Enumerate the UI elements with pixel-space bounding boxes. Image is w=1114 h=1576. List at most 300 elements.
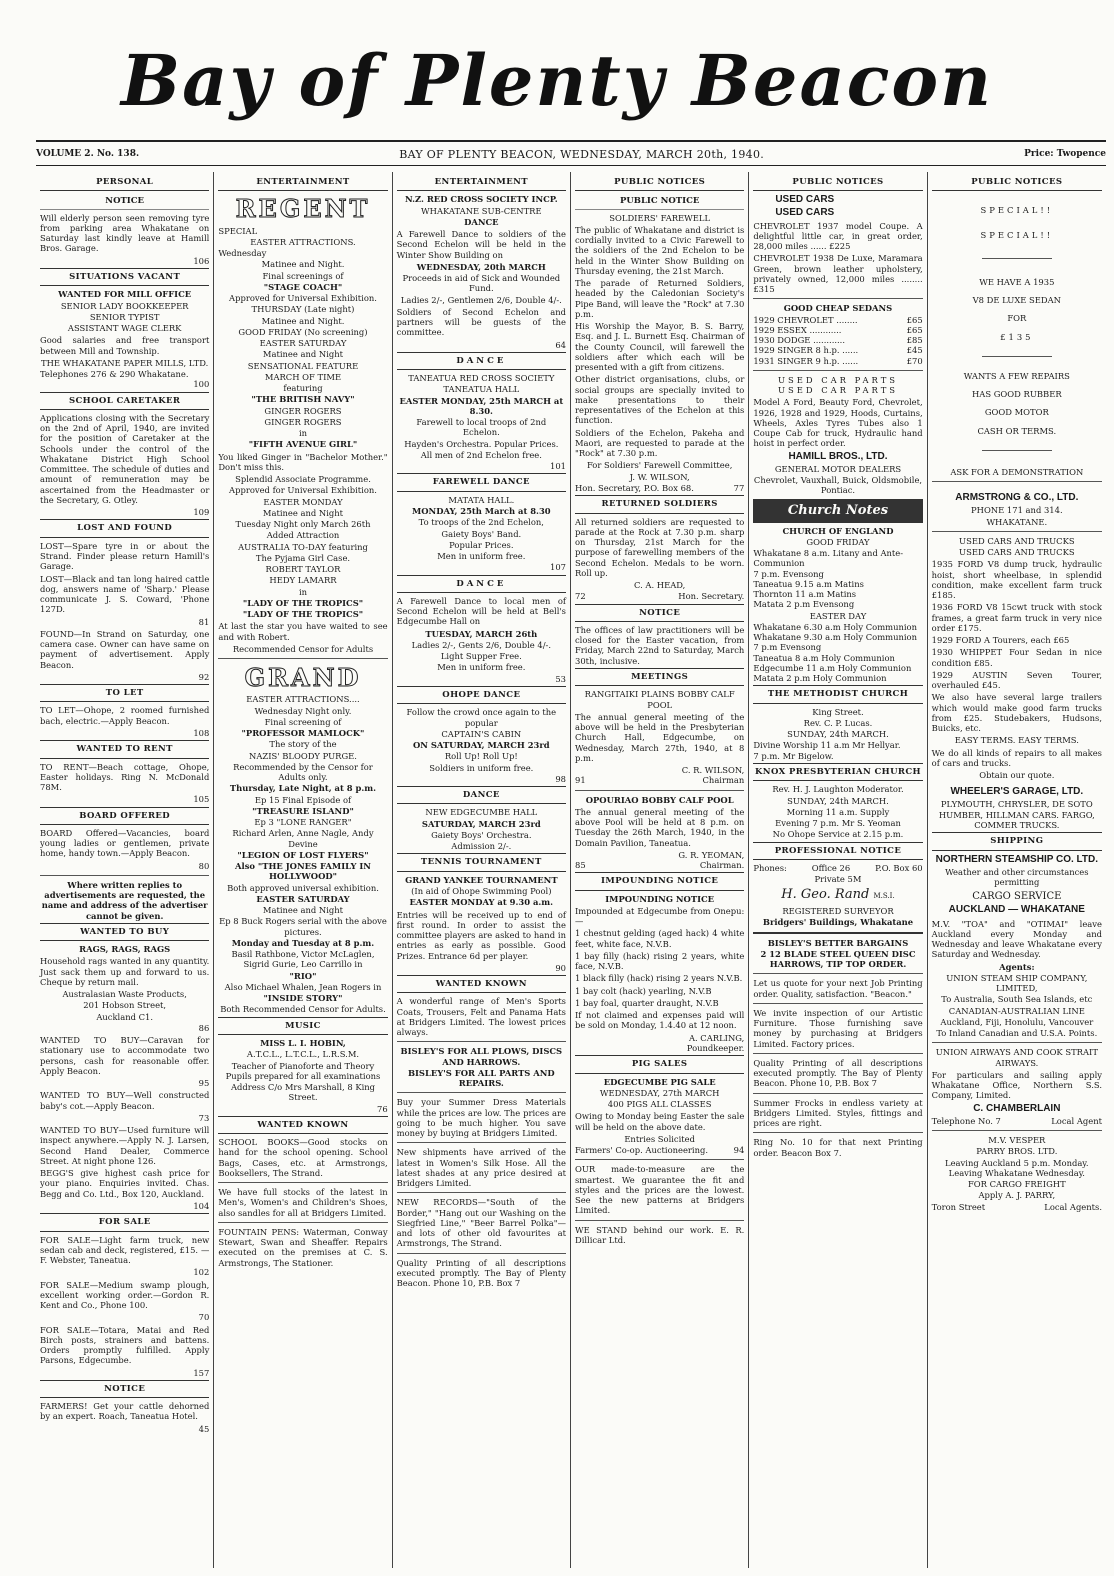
section-heading: PUBLIC NOTICES — [575, 174, 744, 191]
dance-title: DANCE — [464, 216, 499, 227]
service-item: Edgecumbe 11 a.m Holy Communion — [753, 662, 912, 673]
church-address: King Street. — [812, 706, 864, 717]
offer-line: V8 DE LUXE SEDAN — [972, 295, 1061, 306]
car-parts-text: Model A Ford, Beauty Ford, Chevrolet, 1926, 1928 and 1929, Hoods, Curtains, Wheels, Axles Tyres Tubes also 1 Coupe Cab for truck, Hydraulic hand hoist in perfect order. — [753, 397, 923, 449]
impound-text: Impounded at Edgecumbe from Onepu:— — [574, 905, 745, 927]
car-price-row — [753, 325, 922, 335]
lost-item: LOST—Spare tyre in or about the Strand. Finder please return Hamill's Garage. — [40, 540, 210, 572]
agent-row — [932, 1116, 1102, 1126]
farewell-text: His Worship the Mayor, B. S. Barry, Esq. and J. L. Burnett Esq. Chairman of the County Council, will farewell the soldiers after which each will be presented with a gift from citizens. — [574, 321, 745, 373]
volume-number: VOLUME 2. No. 138. — [36, 149, 140, 159]
pig-sale-date: WEDNESDAY, 27th MARCH — [599, 1087, 720, 1098]
ad-ref: 72 — [574, 591, 586, 602]
car-parts-heading: USED CAR PARTS — [777, 385, 899, 396]
dance-heading: DANCE — [397, 352, 566, 370]
printing-ad: Quality Printing of all descriptions executed promptly. The Bay of Plenty Beacon. Phone 10, P.B. Box 7 — [753, 1057, 923, 1089]
farmers-notice: FARMERS! Get your cattle dehorned by an expert. Roach, Taneatua Hotel. — [40, 1401, 210, 1422]
divider — [753, 298, 922, 299]
books-ad: SCHOOL BOOKS—Good stocks on hand for the school opening. School Bags, Cases, etc. at Armstrongs, Booksellers, The Strand. — [218, 1137, 388, 1178]
regent-line: EASTER MONDAY — [263, 496, 343, 507]
signatory-name: C. A. HEAD, — [633, 580, 686, 591]
signatory-row — [575, 1145, 744, 1155]
public-notice-heading: PUBLIC NOTICE — [575, 194, 744, 209]
divider — [982, 450, 1052, 451]
trucks-heading: USED CARS AND TRUCKS — [959, 547, 1075, 558]
ad-ref: 53 — [555, 673, 566, 684]
dance-heading: DANCE — [397, 786, 566, 804]
columns — [36, 172, 1106, 1568]
shoes-ad: We have full stocks of the latest in Men's, Women's and Children's Shoes, also sandles for all at Bridgers Limited. — [218, 1187, 388, 1218]
regent-line: in — [298, 586, 308, 597]
regent-line: Matinee and Night. — [261, 259, 345, 270]
section-heading: PERSONAL — [40, 174, 209, 191]
price: Price: Twopence — [1024, 149, 1106, 159]
dance-date: EASTER MONDAY, 25th MARCH at 8.30. — [399, 395, 564, 416]
regent-line: Matinee and Night — [262, 507, 344, 518]
surveyor-title: REGISTERED SURVEYOR — [782, 906, 894, 917]
car-price: £65 — [906, 314, 923, 325]
regent-line: Added Attraction — [266, 530, 340, 541]
rags-address: Auckland C1. — [96, 1011, 154, 1022]
freight-line: FOR CARGO FREIGHT — [967, 1179, 1066, 1190]
regent-line: EASTER ATTRACTIONS. — [250, 236, 356, 247]
quote-line: Obtain our quote. — [979, 770, 1055, 781]
tournament-line: (In aid of Ohope Swimming Pool) — [411, 886, 552, 897]
mill-heading: WANTED FOR MILL OFFICE — [58, 289, 192, 300]
service-item: Whakatane 8 a.m. Litany and Ante-Communion — [753, 548, 904, 569]
dance-line: Men in uniform free. — [437, 662, 526, 673]
bisley-ad: BISLEY'S FOR ALL PLOWS, DISCS AND HARROWS. — [400, 1046, 563, 1067]
methodist-heading: THE METHODIST CHURCH — [753, 685, 922, 703]
ad-ref: 73 — [198, 1112, 210, 1123]
jobs-text: Good salaries and free transport between Mill and Township. — [40, 335, 210, 356]
dateline: BAY OF PLENTY BEACON, WEDNESDAY, MARCH 20th, 1940. — [399, 147, 765, 161]
offer-line: WANTS A FEW REPAIRS — [963, 370, 1070, 381]
truck-listing: 1930 WHIPPET Four Sedan in nice condition £85. — [931, 647, 1102, 668]
auctioneer: Farmers' Co-op. Auctioneering. — [574, 1145, 709, 1156]
dance-line: Proceeds in aid of Sick and Wounded Fund. — [402, 273, 561, 294]
wheeler-makes: PLYMOUTH, CHRYSLER, DE SOTO HUMBER, HILLMAN CARS. FARGO, COMMER TRUCKS. — [938, 799, 1095, 830]
regent-line: EASTER SATURDAY — [259, 338, 347, 349]
replies-notice: Where written replies to advertisements are requested, the name and address of the advertiser cannot be given. — [41, 879, 208, 921]
film-title: "INSIDE STORY" — [263, 993, 343, 1004]
divider — [575, 1159, 744, 1160]
meetings-heading: MEETINGS — [575, 668, 744, 686]
used-cars-heading: USED CARS — [775, 194, 835, 206]
service-day: SUNDAY, 24th MARCH. — [787, 795, 889, 806]
farewell-text: The public of Whakatane and district is cordially invited to a Civic Farewell to the soldiers of the 2nd Echelon to be held in the Winter Show Building on Thursday evening, the 21st March. — [574, 224, 745, 276]
car-name: 1929 SINGER 8 h.p. ...... — [753, 345, 859, 356]
dance-text: Soldiers of Second Echelon and partners will be guests of the committee. — [396, 306, 566, 338]
regent-logo: REGENT — [235, 194, 371, 224]
bisley-bargains-heading: BISLEY'S BETTER BARGAINS — [767, 937, 909, 948]
service-item: 7 p.m. Evensong — [753, 568, 824, 579]
car-listing: CHEVROLET 1938 De Luxe, Maramara Green, brown leather upholstery, privately owned, 12,000 miles ........ £315 — [753, 253, 923, 295]
regent-line: Splendid Associate Programme. — [235, 474, 371, 485]
vessel-schedule: Leaving Auckland 5 p.m. Monday. Leaving Whakatane Wednesday. — [945, 1157, 1089, 1178]
impound-item: 1 bay foal, quarter draught, N.V.B — [574, 997, 719, 1008]
dance-date: TUESDAY, MARCH 26th — [425, 628, 538, 639]
vessel-name: M.V. VESPER — [988, 1135, 1046, 1146]
route-heading: AUCKLAND — WHAKATANE — [948, 904, 1085, 916]
ad-ref: 81 — [198, 616, 210, 627]
divider — [575, 790, 744, 791]
grand-line: Ep 8 Buck Rogers serial with the above pictures. — [219, 916, 387, 937]
regent-line: THURSDAY (Late night) — [251, 304, 355, 315]
service-item: Whakatane 9.30 a.m Holy Communion — [753, 632, 917, 643]
furniture-ad: We invite inspection of our Artistic Furniture. Those furnishing save money by purchasing at Bridgers Limited. Factory prices. — [753, 1007, 923, 1049]
ad-ref: 85 — [574, 860, 586, 871]
notice-text: Will elderly person seen removing tyre from parking area Whakatane on Saturday last kindly leave at Hamill Bros. Garage. — [40, 212, 210, 254]
dillicar-ad: WE STAND behind our work. E. R. Dillicar Ltd. — [574, 1224, 745, 1245]
northern-name: NORTHERN STEAMSHIP CO. LTD. — [935, 853, 1099, 865]
tournament-date: EASTER MONDAY at 9.30 a.m. — [409, 897, 554, 908]
rags-address: Australasian Waste Products, — [62, 989, 187, 1000]
divider — [932, 531, 1102, 532]
dance-line: Ladies 2/-, Gentlemen 2/6, Double 4/-. — [400, 294, 562, 305]
special-heading: SPECIAL!! — [980, 229, 1054, 240]
truck-listing: 1929 AUSTIN Seven Tourer, overhauled £45. — [931, 669, 1102, 691]
materials-ad: Buy your Summer Dress Materials while the prices are low. The prices are going to be much higher. You save money by buying at Bridgers Limited. — [396, 1097, 566, 1139]
dance-line: TANEATUA RED CROSS SOCIETY — [408, 373, 555, 384]
ad-ref: 100 — [193, 379, 210, 390]
dance-line: To troops of the 2nd Echelon, — [418, 517, 544, 528]
column-personal — [36, 172, 214, 1568]
to-let-text: TO LET—Ohope, 2 roomed furnished bach, electric.—Apply Beacon. — [40, 705, 210, 726]
hamill-sub: GENERAL MOTOR DEALERS — [774, 463, 902, 474]
wanted-known-heading: WANTED KNOWN — [397, 975, 566, 993]
dance-line: NEW EDGECUMBE HALL — [425, 807, 538, 818]
service-item: Taneatua 8 a.m Holy Communion — [753, 652, 895, 663]
rags-address: 201 Hobson Street, — [83, 1000, 167, 1011]
car-price-row — [753, 345, 922, 355]
demo-line: ASK FOR A DEMONSTRATION — [950, 466, 1084, 477]
dance-date: SATURDAY, MARCH 23rd — [421, 818, 541, 829]
grand-line: Final screening of — [264, 716, 342, 727]
service-item: No Ohope Service at 2.15 p.m. — [772, 829, 904, 840]
car-name: 1929 ESSEX ............ — [753, 324, 842, 335]
cheap-sedans-heading: GOOD CHEAP SEDANS — [783, 303, 893, 314]
sale-item: FOR SALE—Totara, Matai and Red Birch posts, strainers and battens. Orders promptly fulfilled. Apply Parsons, Edgecumbe. — [40, 1324, 210, 1366]
coats-ad: A wonderful range of Men's Sports Coats, Trousers, Felt and Panama Hats at Bridgers Limited. The lowest prices always. — [396, 996, 566, 1038]
surveyor-signature — [753, 887, 922, 903]
grand-line: Matinee and Night — [262, 905, 344, 916]
wanted-rent-text: TO RENT—Beach cottage, Ohope, Easter holidays. Ring N. McDonald 78M. — [40, 761, 210, 793]
to-let-heading: TO LET — [40, 684, 209, 702]
service-item: 7 p.m Evensong — [753, 642, 822, 653]
ad-ref: 105 — [193, 794, 210, 805]
dance-text: A Farewell Dance to soldiers of the Second Echelon will be held in the Winter Show Building on — [396, 229, 566, 260]
car-parts-heading: USED CAR PARTS — [777, 374, 899, 385]
tennis-heading: TENNIS TOURNAMENT — [397, 853, 566, 871]
regent-text: At last the star you have waited to see and with Robert. — [218, 621, 388, 642]
signatory-row — [575, 860, 744, 870]
shipping-heading: SHIPPING — [932, 832, 1102, 850]
wanted-item: WANTED TO BUY—Well constructed baby's cot.—Apply Beacon. — [40, 1090, 210, 1111]
regent-line: featuring — [283, 383, 323, 394]
agent-name: UNION STEAM SHIP COMPANY, LIMITED, — [946, 972, 1088, 994]
phones-row — [753, 863, 922, 873]
ad-ref: 77 — [733, 482, 745, 493]
wanted-buy-heading: WANTED TO BUY — [40, 923, 209, 941]
column-public-notices-2 — [749, 172, 927, 1568]
grand-line: NAZIS' BLOODY PURGE. — [249, 750, 357, 761]
farewell-text: Other district organisations, clubs, or social groups are specially invited to make presentations to their representatives of the Echelon at this function. — [574, 374, 745, 426]
divider — [753, 1053, 922, 1054]
notice-text: The offices of law practitioners will be closed for the Easter vacation, from Friday, March 22nd to Saturday, March 30th, inclusive. — [574, 624, 745, 666]
car-name: 1930 DODGE ............ — [753, 335, 846, 346]
farewell-dance-heading: FAREWELL DANCE — [397, 473, 566, 491]
armstrong-name: ARMSTRONG & CO., LTD. — [955, 492, 1079, 504]
signatory-row — [575, 775, 744, 785]
truck-listing: 1935 FORD V8 dump truck, hydraulic hoist, short wheelbase, in splendid condition, make excellent farm truck £185. — [931, 559, 1102, 601]
newspaper-title: Bay of Plenty Beacon — [120, 38, 994, 122]
divider — [397, 1142, 566, 1143]
beggs-ad: BEGG'S give highest cash price for your piano. Enquiries invited. Chas. Begg and Co. Ltd., Box 120, Auckland. — [40, 1168, 210, 1199]
signatory-row — [575, 591, 744, 601]
ad-ref: 92 — [198, 671, 210, 682]
service-item: Matata 2 p.m Holy Communion — [753, 673, 887, 684]
notice-heading: NOTICE — [575, 604, 744, 622]
grand-line: Richard Arlen, Anne Nagle, Andy Devine — [232, 828, 374, 849]
divider — [753, 932, 922, 934]
film-title: "TREASURE ISLAND" — [252, 805, 354, 816]
agent-role: Local Agent — [1051, 1115, 1102, 1126]
pig-sale-text: Owing to Monday being Easter the sale will be held on the above date. — [574, 1111, 745, 1132]
ad-ref: 102 — [193, 1267, 210, 1278]
dance-line: Soldiers in uniform free. — [429, 762, 534, 773]
ad-ref: 94 — [733, 1145, 745, 1156]
agent-row — [932, 1202, 1102, 1212]
grand-line: EASTER ATTRACTIONS.... — [246, 694, 360, 705]
impound-text: If not claimed and expenses paid will be sold on Monday, 1.4.40 at 12 noon. — [574, 1010, 745, 1031]
ad-ref: 90 — [555, 962, 566, 973]
printing-ad: Let us quote for your next Job Printing order. Quality, satisfaction. "Beacon." — [753, 978, 923, 999]
dance-date: MONDAY, 25th March at 8.30 — [411, 506, 551, 517]
star-name: GINGER ROGERS — [264, 416, 342, 427]
signatory-name: G. R. YEOMAN, — [678, 849, 745, 860]
service-item: Matata 2 p.m Evensong — [753, 599, 855, 610]
car-price: £45 — [906, 345, 923, 356]
tournament-title: GRAND YANKEE TOURNAMENT — [405, 874, 558, 885]
grand-line: Thursday, Late Night, at 8 p.m. — [229, 783, 377, 794]
dance-line: Follow the crowd once again to the popular — [406, 707, 557, 728]
car-price-row — [753, 356, 922, 366]
returned-soldiers-heading: RETURNED SOLDIERS — [575, 495, 744, 513]
shipping-line: To Inland Canadian and U.S.A. Points. — [936, 1028, 1098, 1039]
section-heading: PUBLIC NOTICES — [932, 174, 1102, 191]
grand-line: Basil Rathbone, Victor McLaglen, Sigrid Gurie, Leo Carrillo in — [231, 949, 375, 970]
regent-line: The Pyjama Girl Case. — [255, 552, 351, 563]
pens-ad: FOUNTAIN PENS: Waterman, Conway Stewart, Swan and Sheaffer. Repairs executed on the premises at C. S. Armstrongs, The Stationer. — [218, 1226, 388, 1268]
printing-ad: Quality Printing of all descriptions executed promptly. The Bay of Plenty Beacon. Phone 10, P.B. Box 7 — [396, 1257, 566, 1289]
divider — [753, 973, 922, 974]
farewell-text: The parade of Returned Soldiers, headed by the Caledonian Society's Pipe Band, will leave the "Rock" at 7.30 p.m. — [574, 278, 745, 319]
surveyor-address: Bridgers' Buildings, Whakatane — [762, 917, 914, 928]
film-title: "STAGE COACH" — [263, 281, 343, 292]
rags-text: Household rags wanted in any quantity. Just sack them up and forward to us. Cheque by return mail. — [40, 956, 210, 987]
dance-line: Farewell to local troops of 2nd Echelon. — [416, 417, 547, 438]
regent-line: Matinee and Night — [262, 349, 344, 360]
ohope-dance-heading: OHOPE DANCE — [397, 686, 566, 704]
truck-listing: 1936 FORD V8 15cwt truck with stock frames, a great farm truck in very nice order £175. — [931, 602, 1102, 633]
offer-line: GOOD MOTOR — [984, 407, 1049, 418]
masthead-rule — [36, 140, 1106, 142]
chamberlain-name: C. CHAMBERLAIN — [973, 1102, 1061, 1114]
dateline-bar — [36, 144, 1106, 164]
regent-line: SENSATIONAL FEATURE — [247, 360, 359, 371]
pig-sale-line: Entries Solicited — [624, 1133, 695, 1144]
car-price-row — [753, 335, 922, 345]
ad-ref: 91 — [574, 775, 586, 786]
trailers-text: We also have several large trailers which would make good farm trucks from £25. Studebakers, Hudsons, Buicks, etc. — [931, 692, 1102, 734]
star-name: HEDY LAMARR — [269, 575, 337, 586]
freight-agent: Apply A. J. PARRY, — [978, 1190, 1056, 1201]
hamill-makes: Chevrolet, Vauxhall, Buick, Oldsmobile, Pontiac. — [753, 475, 923, 496]
signatory-name: J. W. WILSON, — [629, 471, 690, 482]
ad-ref: 80 — [198, 860, 210, 871]
regent-line: in — [298, 428, 308, 439]
dance-line: TANEATUA HALL — [443, 384, 520, 395]
church-minister: Rev. H. J. Laughton Moderator. — [772, 784, 904, 795]
grand-line: Wednesday Night only. — [254, 705, 352, 716]
teacher-text: Teacher of Pianoforte and Theory Pupils prepared for all examinations — [225, 1060, 381, 1081]
ad-ref: 104 — [193, 1200, 210, 1211]
redcross-name: N.Z. RED CROSS SOCIETY INCP. — [405, 194, 558, 205]
pig-sale-line: 400 PIGS ALL CLASSES — [607, 1099, 712, 1110]
lost-item: LOST—Black and tan long haired cattle dog, answers name of 'Sharp.' Please communicate J. S. Coward, 'Phone 127D. — [40, 573, 210, 615]
divider — [218, 1222, 387, 1223]
impounding-sub: IMPOUNDING NOTICE — [605, 893, 715, 904]
offer-line: WE HAVE A 1935 — [979, 276, 1055, 287]
dateline-rule — [36, 165, 1106, 166]
shipping-text: M.V. "TOA" and "OTIMAI" leave Auckland every Monday and Wednesday and leave Whakatane every Saturday and Wednesday. — [931, 918, 1102, 960]
regent-line: MARCH OF TIME — [264, 371, 342, 382]
grand-line: Ep 15 Final Episode of — [254, 794, 352, 805]
divider — [397, 1192, 566, 1193]
armstrong-town: WHAKATANE. — [986, 516, 1048, 527]
church-heading: CHURCH OF ENGLAND — [782, 525, 894, 536]
grand-line: Both Recommended Censor for Adults. — [220, 1004, 386, 1015]
grand-line: Monday and Tuesday at 8 p.m. — [231, 937, 375, 948]
dance-line: Men in uniform free. — [437, 551, 526, 562]
impounding-heading: IMPOUNDING NOTICE — [575, 872, 744, 890]
pig-sale-title: EDGECUMBE PIG SALE — [603, 1076, 716, 1087]
knox-heading: KNOX PRESBYTERIAN CHURCH — [753, 763, 922, 781]
grand-line: The story of the — [269, 739, 337, 750]
farewell-heading: SOLDIERS' FAREWELL — [609, 212, 711, 223]
signatory-name: C. R. WILSON, — [681, 765, 745, 776]
impound-item: 1 black filly (hack) rising 2 years N.V.B. — [574, 973, 743, 984]
signatory-title: Hon. Secretary, P.O. Box 68. — [574, 482, 694, 493]
column-public-notices-3 — [928, 172, 1106, 1568]
divider — [982, 258, 1052, 259]
returned-text: All returned soldiers are requested to parade at the Rock at 7.30 p.m. sharp on Thursday, 21st March for the purpose of farewelling members of the Second Echelon. Medals to be worn. Roll up. — [574, 516, 745, 578]
divider — [753, 1132, 922, 1133]
impound-item: 1 chestnut gelding (aged hack) 4 white feet, white face, N.V.B. — [574, 928, 745, 949]
teacher-name: MISS L. I. HOBIN, — [260, 1038, 346, 1048]
film-title: "FIFTH AVENUE GIRL" — [248, 439, 358, 450]
ad-ref: 157 — [193, 1367, 210, 1378]
dance-date: WEDNESDAY, 20th MARCH — [416, 261, 546, 272]
divider — [40, 875, 209, 876]
grand-line: Also Michael Whalen, Jean Rogers in — [224, 981, 382, 992]
terms-line: EASY TERMS. EASY TERMS. — [954, 735, 1079, 746]
divider — [575, 1220, 744, 1221]
sale-item: FOR SALE—Medium swamp plough, excellent working order.—Gordon R. Kent and Co., Phone 100. — [40, 1279, 210, 1311]
meeting-text: The annual general meeting of the above will be held in the Presbyterian Church Hall, Edgecumbe, on Wednesday, March 27th, 1940, at 8 p.m. — [574, 711, 745, 763]
divider — [932, 1042, 1102, 1043]
divider — [397, 1253, 566, 1254]
surveyor-quals: M.S.I. — [873, 892, 895, 901]
teacher-quals: A.T.C.L., L.T.C.L., L.R.S.M. — [246, 1049, 360, 1060]
service-item: Evening 7 p.m. Mr S. Yeoman — [775, 818, 901, 828]
particulars-text: For particulars and sailing apply Whakatane Office, Northern S.S. Company, Limited. — [931, 1069, 1102, 1101]
dance-text: A Farewell Dance to local men of Second Echelon will be held at Bell's Edgecumbe Hall on — [396, 595, 566, 627]
wanted-known-heading: WANTED KNOWN — [218, 1116, 387, 1134]
notice-heading: NOTICE — [40, 194, 209, 209]
church-minister: Rev. C. P. Lucas. — [803, 717, 873, 728]
shipping-line: CANADIAN-AUSTRALIAN LINE — [948, 1005, 1085, 1016]
impound-item: 1 bay colt (hack) yearling, N.V.B — [574, 985, 712, 996]
repairs-text: We do all kinds of repairs to all makes of cars and trucks. — [931, 747, 1102, 768]
dance-line: Ladies 2/-, Gents 2/6, Double 4/-. — [411, 639, 552, 650]
impound-item: 1 bay filly (hack) rising 2 years, white face, N.V.B. — [574, 950, 745, 972]
regent-line: Final screenings of — [262, 270, 344, 281]
wanted-item: WANTED TO BUY—Used furniture will inspect anywhere.—Apply N. J. Larsen, Second Hand Dealer, Commerce Street. At night phone 126. — [40, 1125, 210, 1166]
grand-line: Both approved universal exhibition. — [227, 882, 379, 893]
car-name: 1931 SINGER 9 h.p. ...... — [753, 355, 859, 366]
regent-line: Recommended Censor for Adults — [232, 643, 374, 654]
farewell-text: Soldiers of the Echelon, Pakeha and Maori, are requested to parade at the "Rock" at 7.30 p.m. — [574, 427, 745, 459]
divider — [753, 1003, 922, 1004]
signatory-line: For Soldiers' Farewell Committee, — [586, 460, 733, 471]
tournament-text: Entries will be received up to end of first round. In order to assist the committee players are asked to hand in entries as early as possible. Good Prizes. Entrance 6d per player. — [396, 909, 566, 961]
offer-line: FOR — [1007, 313, 1027, 324]
dance-line: Roll Up! Roll Up! — [444, 751, 518, 762]
job-title: ASSISTANT WAGE CLERK — [67, 323, 182, 334]
star-name: GINGER ROGERS — [264, 405, 342, 416]
records-ad: NEW RECORDS—"South of the Border," "Hang out our Washing on the Siegfried Line," "Beer Barrel Polka"—and lots of other old favourites at Armstrongs, The Strand. — [396, 1197, 566, 1249]
regent-line: Matinee and Night. — [261, 315, 345, 326]
ad-ref: 106 — [193, 255, 210, 266]
meeting-title: RANGITAIKI PLAINS BOBBY CALF POOL — [584, 689, 735, 710]
regent-line: AUSTRALIA TO-DAY featuring — [238, 541, 368, 552]
divider — [982, 356, 1052, 357]
professional-heading: PROFESSIONAL NOTICE — [753, 842, 922, 860]
regent-line: Tuesday Night only March 26th — [235, 519, 371, 530]
situations-heading: SITUATIONS VACANT — [40, 268, 209, 286]
rags-heading: RAGS, RAGS, RAGS — [79, 944, 171, 955]
found-item: FOUND—In Strand on Saturday, one camera case. Owner can have same on payment of advertisement. Apply Beacon. — [40, 628, 210, 670]
section-heading: ENTERTAINMENT — [218, 174, 387, 191]
service-item: Divine Worship 11 a.m Mr Hellyar. — [753, 740, 901, 751]
service-item: Morning 11 a.m. Supply — [786, 806, 890, 817]
ad-ref: 70 — [198, 1312, 210, 1323]
divider — [218, 1182, 387, 1183]
car-name: 1929 CHEVROLET ........ — [753, 314, 858, 325]
printing-ad: Ring No. 10 for that next Printing order. Beacon Box 7. — [753, 1137, 923, 1158]
special-heading: SPECIAL!! — [980, 205, 1054, 216]
film-title: "THE BRITISH NAVY" — [251, 394, 355, 405]
meeting-text: The annual general meeting of the above Pool will be held at 8 p.m. on Tuesday the 26th March, 1940, in the Domain Pavilion, Taneatua. — [574, 806, 745, 848]
teacher-address: Address C/o Mrs Marshall, 8 King Street. — [230, 1082, 376, 1103]
office-phone: Office 26 — [811, 862, 851, 873]
divider — [932, 1130, 1102, 1131]
used-cars-heading: USED CARS — [775, 206, 835, 218]
dance-line: Gaiety Boys' Orchestra. — [431, 829, 532, 840]
ad-ref: 101 — [549, 461, 566, 472]
